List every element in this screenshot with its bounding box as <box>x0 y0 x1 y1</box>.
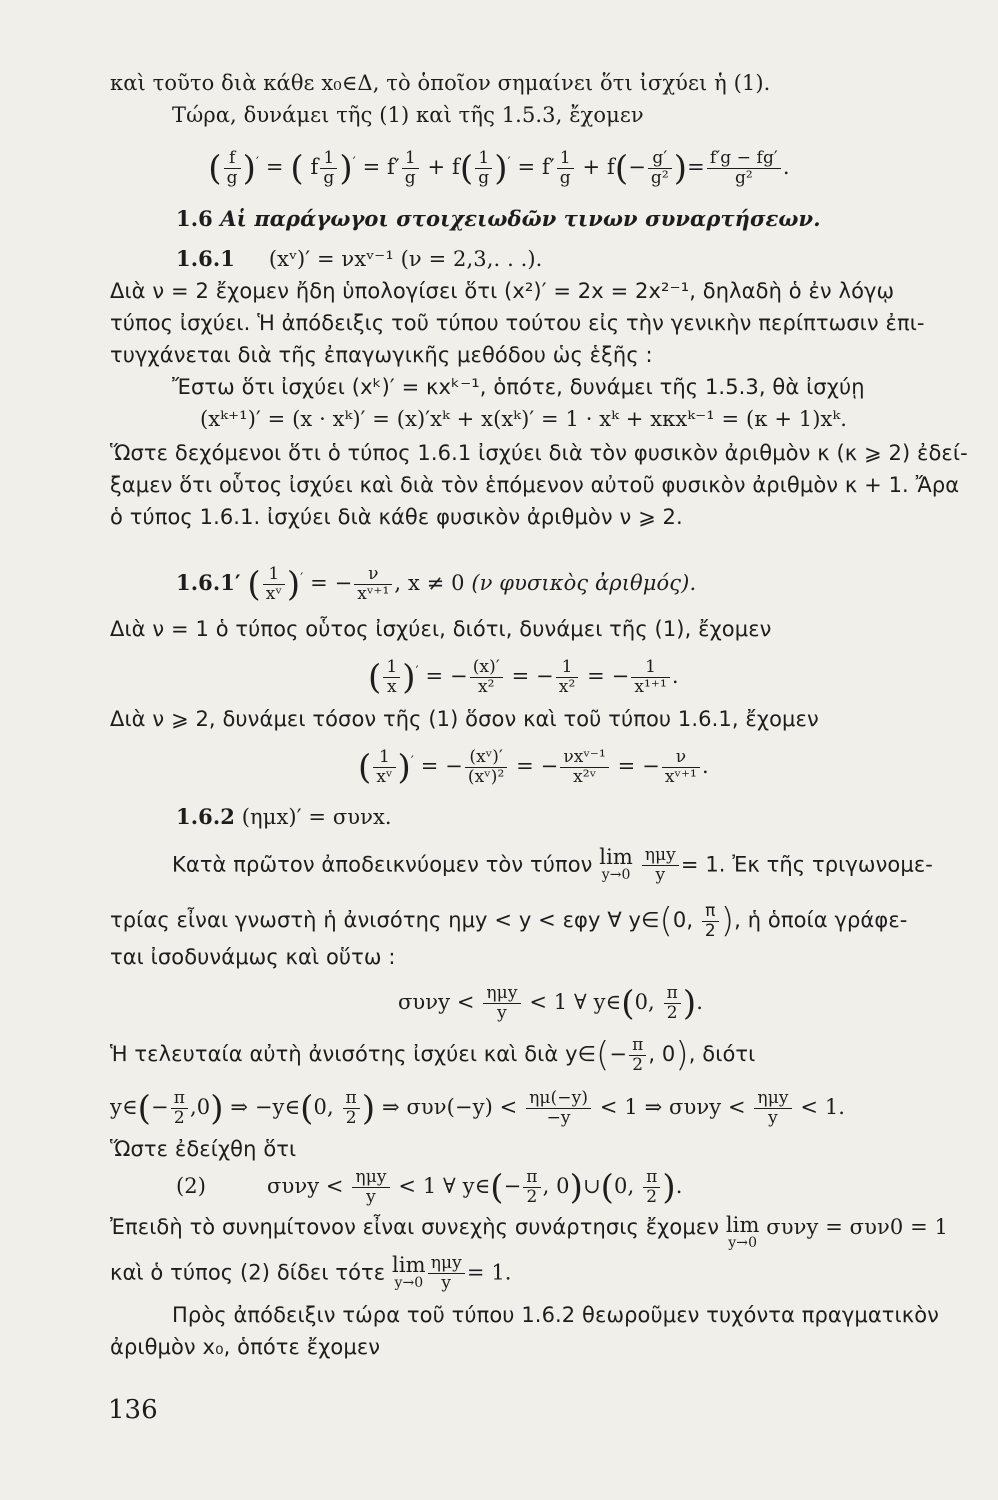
text-line: Τώρα, δυνάμει τῆς (1) καὶ τῆς 1.5.3, ἔχομεν <box>172 103 644 127</box>
page-number: 136 <box>108 1395 158 1425</box>
text-line: Διὰ ν = 2 ἔχομεν ἤδη ὑπολογίσει ὅτι (x²)′ = 2x = 2x²⁻¹, δηλαδὴ ὁ ἐν λόγῳ <box>110 279 895 303</box>
section-heading: 1.6 Αἱ παράγωγοι στοιχειωδῶν τινων συναρτήσεων. <box>176 206 821 231</box>
induction-formula: (xᵏ⁺¹)′ = (x · xᵏ)′ = (x)′xᵏ + x(xᵏ)′ = 1 · xᵏ + xκxᵏ⁻¹ = (κ + 1)xᵏ. <box>200 407 848 431</box>
cos-inequality: συνy < $\frac{\text{ημy}}{y}$ < 1 ∀ y∈(0, $\frac{\pi}{2}$ ). <box>398 983 704 1024</box>
text-line: Διὰ ν ⩾ 2, δυνάμει τόσον τῆς (1) ὅσον καὶ τοῦ τύπου 1.6.1, ἔχομεν <box>110 707 819 731</box>
implication-chain: y∈(− $\frac{\pi}{2}$ ,0) ⇒ −y∈(0, $\frac{\pi}{2}$ ) ⇒ συν(−y) < $\frac{\eta\mu(-y)}{-y}$ < 1 ⇒ συνy < $\frac{\text{ημy}}{y}$ < 1. <box>110 1088 846 1129</box>
text-line-limit: Κατὰ πρῶτον ἀποδεικνύομεν τὸν τύπον lim y→0 $\frac{\text{ημy}}{y}$ = 1. Ἐκ τῆς τριγωνομε- <box>172 845 933 885</box>
text-line: ὁ τύπος 1.6.1. ἰσχύει διὰ κάθε φυσικὸν ἀριθμὸν ν ⩾ 2. <box>110 505 683 529</box>
text-line: Ὥστε ἐδείχθη ὅτι <box>110 1137 297 1161</box>
equation-2: (2) συνy < $\frac{\text{ημy}}{y}$ < 1 ∀ y∈(− $\frac{\pi}{2}$ , 0)∪(0, $\frac{\pi}{2}$ ). <box>176 1167 683 1208</box>
formula-1-6-1-prime: 1.6.1′ ( $\frac{1}{\text{xᵛ}}$ )′ = − $\frac{\nu}{\text{xᵛ⁺¹}}$ , x ≠ 0 (ν φυσικὸς ἀριθμός). <box>176 564 697 605</box>
equation-label: (2) <box>176 1174 207 1198</box>
text-line: Διὰ ν = 1 ὁ τύπος οὗτος ἰσχύει, διότι, δυνάμει τῆς (1), ἔχομεν <box>110 617 772 641</box>
text-line-limit-result: καὶ ὁ τύπος (2) δίδει τότε lim y→0 $\frac{\text{ημy}}{y}$ = 1. <box>110 1253 512 1293</box>
text-line-limit-cos: Ἐπειδὴ τὸ συνημίτονον εἶναι συνεχὴς συνάρτησις ἔχομεν lim y→0 συνy = συν0 = 1 <box>110 1213 949 1251</box>
text-line: Ἡ τελευταία αὐτὴ ἀνισότης ἰσχύει καὶ διὰ y∈(− $\frac{\pi}{2}$ , 0), διότι <box>110 1034 756 1075</box>
text-line: Ὥστε δεχόμενοι ὅτι ὁ τύπος 1.6.1 ἰσχύει διὰ τὸν φυσικὸν ἀριθμὸν κ (κ ⩾ 2) ἐδεί- <box>110 441 968 465</box>
quotient-rule-formula: ( $\frac{f}{g}$ )′ = ( f $\frac{1}{g}$ )′ = f′ $\frac{1}{g}$ + f( $\frac{1}{g}$ )′ = f′ $\frac{1}{g}$ + f(− $\frac{g'}{\text{g²}}$ )= $\frac{f'g - fg'}{\text{g²}}$ . <box>208 148 790 189</box>
text-line: ξαμεν ὅτι οὗτος ἰσχύει καὶ διὰ τὸν ἑπόμενον αὐτοῦ φυσικὸν ἀριθμὸν κ + 1. Ἄρα <box>110 473 960 497</box>
case-nu-1-formula: ( $\frac{1}{x}$ )′ = − $\frac{(x)'}{\text{x²}}$ = − $\frac{1}{\text{x²}}$ = − $\frac{1}{\text{x¹⁺¹}}$ . <box>368 657 679 698</box>
text-line-inequality: τρίας εἶναι γνωστὴ ἡ ἀνισότης ημy < y < εφy ∀ y∈(0, $\frac{\pi}{2}$ ), ἡ ὁποία γράφε- <box>110 900 908 941</box>
text-line: Πρὸς ἀπόδειξιν τώρα τοῦ τύπου 1.6.2 θεωροῦμεν τυχόντα πραγματικὸν <box>172 1303 939 1327</box>
bleed-through <box>150 40 155 58</box>
text-line: Ἔστω ὅτι ἰσχύει (xᵏ)′ = κxᵏ⁻¹, ὁπότε, δυνάμει τῆς 1.5.3, θὰ ἰσχύῃ <box>172 375 865 399</box>
text-line: τυγχάνεται διὰ τῆς ἐπαγωγικῆς μεθόδου ὡς ἑξῆς : <box>110 343 653 367</box>
text-line: καὶ τοῦτο διὰ κάθε x₀∈Δ, τὸ ὁποῖον σημαίνει ὅτι ἰσχύει ἡ (1). <box>110 71 771 95</box>
text-line: ἀριθμὸν x₀, ὁπότε ἔχομεν <box>110 1335 381 1359</box>
text-line: τύπος ἰσχύει. Ἡ ἀπόδειξις τοῦ τύπου τούτου εἰς τὴν γενικὴν περίπτωσιν ἐπι- <box>110 311 925 335</box>
text-line: ται ἰσοδυνάμως καὶ οὕτω : <box>110 945 396 969</box>
formula-1-6-2: 1.6.2 (ημx)′ = συνx. <box>176 804 392 829</box>
case-nu-ge-2-formula: ( $\frac{1}{\text{xᵛ}}$ )′ = − $\frac{\text{(xᵛ)′}}{\text{(xᵛ)²}}$ = − $\frac{\text{νxᵛ⁻¹}}{\text{x²ᵛ}}$ = − $\frac{\nu}{\text{xᵛ⁺¹}}$ . <box>358 747 709 788</box>
formula-1-6-1: 1.6.1 (xᵛ)′ = νxᵛ⁻¹ (ν = 2,3,. . .). <box>176 246 543 271</box>
